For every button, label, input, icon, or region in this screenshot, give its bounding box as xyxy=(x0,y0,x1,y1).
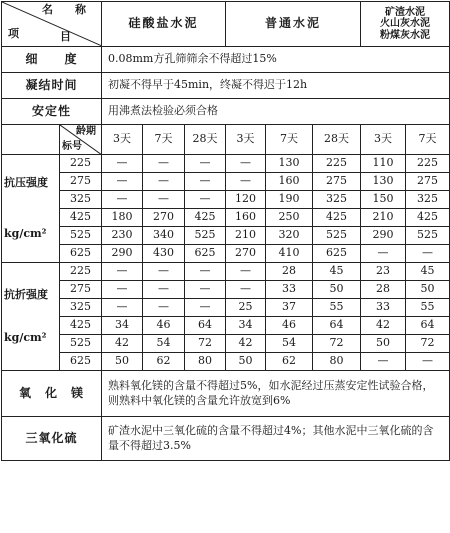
value-cell: — xyxy=(102,155,143,173)
value-cell: — xyxy=(226,173,266,191)
grade-cell: 425 xyxy=(60,317,102,335)
value-cell: 275 xyxy=(313,173,361,191)
value-cell: 72 xyxy=(313,335,361,353)
value-cell: — xyxy=(185,155,226,173)
grade-cell: 225 xyxy=(60,155,102,173)
age-col-8: 7天 xyxy=(406,125,450,155)
value-cell: 80 xyxy=(185,353,226,371)
value-cell: 45 xyxy=(313,263,361,281)
value-cell: 62 xyxy=(266,353,313,371)
soundness-requirement: 用沸煮法检验必须合格 xyxy=(102,99,450,125)
value-cell: 110 xyxy=(361,155,406,173)
value-cell: 55 xyxy=(406,299,450,317)
value-cell: 425 xyxy=(185,209,226,227)
grade-cell: 275 xyxy=(60,281,102,299)
corner-bottom-right-label: 目 xyxy=(60,30,71,43)
grade-cell: 525 xyxy=(60,227,102,245)
value-cell: 410 xyxy=(266,245,313,263)
corner-bottom-left-label: 项 xyxy=(8,27,19,40)
value-cell: 46 xyxy=(266,317,313,335)
value-cell: 130 xyxy=(266,155,313,173)
value-cell: 130 xyxy=(361,173,406,191)
value-cell: 290 xyxy=(361,227,406,245)
grade-cell: 325 xyxy=(60,299,102,317)
value-cell: 525 xyxy=(185,227,226,245)
compressive-label-text: 抗压强度 xyxy=(4,175,48,189)
value-cell: 42 xyxy=(102,335,143,353)
sulfur-trioxide-requirement: 矿渣水泥中三氧化硫的含量不得超过4%；其他水泥中三氧化硫的含量不得超过3.5% xyxy=(102,417,450,461)
value-cell: 28 xyxy=(266,263,313,281)
value-cell: 50 xyxy=(102,353,143,371)
value-cell: 150 xyxy=(361,191,406,209)
grade-cell: 425 xyxy=(60,209,102,227)
age-col-1: 3天 xyxy=(102,125,143,155)
value-cell: 625 xyxy=(313,245,361,263)
value-cell: — xyxy=(361,245,406,263)
value-cell: 55 xyxy=(313,299,361,317)
flexural-label-text: 抗折强度 xyxy=(4,287,48,301)
grade-cell: 625 xyxy=(60,245,102,263)
value-cell: — xyxy=(143,191,185,209)
value-cell: 275 xyxy=(406,173,450,191)
value-cell: — xyxy=(102,191,143,209)
value-cell: 210 xyxy=(361,209,406,227)
value-cell: 210 xyxy=(226,227,266,245)
age-col-5: 7天 xyxy=(266,125,313,155)
value-cell: — xyxy=(143,173,185,191)
value-cell: 72 xyxy=(185,335,226,353)
row-label-soundness: 安定性 xyxy=(2,99,102,125)
value-cell: 325 xyxy=(313,191,361,209)
grade-cell: 275 xyxy=(60,173,102,191)
value-cell: 33 xyxy=(361,299,406,317)
column-header-flyash: 粉煤灰水泥 xyxy=(380,29,431,41)
value-cell: — xyxy=(406,245,450,263)
fineness-requirement: 0.08mm方孔筛筛余不得超过15% xyxy=(102,47,450,73)
value-cell: 34 xyxy=(102,317,143,335)
grade-cell: 625 xyxy=(60,353,102,371)
value-cell: 64 xyxy=(406,317,450,335)
value-cell: 190 xyxy=(266,191,313,209)
value-cell: 23 xyxy=(361,263,406,281)
value-cell: — xyxy=(143,155,185,173)
value-cell: 50 xyxy=(361,335,406,353)
value-cell: — xyxy=(226,281,266,299)
value-cell: 160 xyxy=(226,209,266,227)
value-cell: — xyxy=(226,155,266,173)
value-cell: — xyxy=(361,353,406,371)
value-cell: 270 xyxy=(226,245,266,263)
value-cell: 54 xyxy=(266,335,313,353)
value-cell: 42 xyxy=(226,335,266,353)
value-cell: 50 xyxy=(406,281,450,299)
value-cell: 525 xyxy=(313,227,361,245)
value-cell: 28 xyxy=(361,281,406,299)
value-cell: 50 xyxy=(313,281,361,299)
value-cell: 250 xyxy=(266,209,313,227)
flexural-strength-label xyxy=(2,263,60,371)
value-cell: 62 xyxy=(143,353,185,371)
value-cell: — xyxy=(143,281,185,299)
grade-cell: 225 xyxy=(60,263,102,281)
value-cell: 290 xyxy=(102,245,143,263)
value-cell: 270 xyxy=(143,209,185,227)
value-cell: 120 xyxy=(226,191,266,209)
age-col-2: 7天 xyxy=(143,125,185,155)
value-cell: 225 xyxy=(406,155,450,173)
value-cell: 54 xyxy=(143,335,185,353)
row-label-magnesia: 氧 化 镁 xyxy=(2,371,102,417)
value-cell: 425 xyxy=(313,209,361,227)
flexural-label-unit: kg/cm² xyxy=(4,330,47,344)
age-col-3: 28天 xyxy=(185,125,226,155)
column-header-slag-pozzolan-flyash xyxy=(361,2,450,47)
table-corner-header xyxy=(2,2,102,47)
value-cell: 325 xyxy=(406,191,450,209)
column-header-pozzolan: 火山灰水泥 xyxy=(380,18,431,30)
value-cell: 72 xyxy=(406,335,450,353)
value-cell: 180 xyxy=(102,209,143,227)
value-cell: — xyxy=(226,263,266,281)
value-cell: 64 xyxy=(313,317,361,335)
value-cell: — xyxy=(185,263,226,281)
value-cell: 225 xyxy=(313,155,361,173)
value-cell: 340 xyxy=(143,227,185,245)
column-header-ordinary: 普通水泥 xyxy=(226,2,361,47)
value-cell: 525 xyxy=(406,227,450,245)
value-cell: — xyxy=(102,263,143,281)
age-header-blank xyxy=(2,125,60,155)
value-cell: 430 xyxy=(143,245,185,263)
column-header-slag: 矿渣水泥 xyxy=(385,6,426,18)
value-cell: 625 xyxy=(185,245,226,263)
setting-time-requirement: 初凝不得早于45min，终凝不得迟于12h xyxy=(102,73,450,99)
compressive-strength-label xyxy=(2,155,60,263)
value-cell: — xyxy=(143,299,185,317)
age-label: 龄期 xyxy=(76,126,96,137)
row-label-sulfur-trioxide: 三氧化硫 xyxy=(2,417,102,461)
value-cell: — xyxy=(406,353,450,371)
value-cell: — xyxy=(102,281,143,299)
value-cell: 33 xyxy=(266,281,313,299)
value-cell: 37 xyxy=(266,299,313,317)
age-col-4: 3天 xyxy=(226,125,266,155)
value-cell: — xyxy=(143,263,185,281)
row-label-fineness: 细 度 xyxy=(2,47,102,73)
value-cell: 320 xyxy=(266,227,313,245)
value-cell: 160 xyxy=(266,173,313,191)
grade-cell: 525 xyxy=(60,335,102,353)
corner-top-label: 名 称 xyxy=(42,3,86,16)
value-cell: — xyxy=(185,281,226,299)
value-cell: — xyxy=(102,299,143,317)
magnesia-requirement: 熟料氧化镁的含量不得超过5%，如水泥经过压蒸安定性试验合格，则熟料中氧化镁的含量允许放宽到6% xyxy=(102,371,450,417)
row-label-setting-time: 凝结时间 xyxy=(2,73,102,99)
grade-cell: 325 xyxy=(60,191,102,209)
value-cell: 80 xyxy=(313,353,361,371)
value-cell: 25 xyxy=(226,299,266,317)
value-cell: 34 xyxy=(226,317,266,335)
age-grade-corner xyxy=(60,125,102,155)
age-col-6: 28天 xyxy=(313,125,361,155)
grade-label: 标号 xyxy=(62,141,82,152)
value-cell: 425 xyxy=(406,209,450,227)
value-cell: — xyxy=(102,173,143,191)
value-cell: — xyxy=(185,299,226,317)
cement-standards-table xyxy=(1,1,450,461)
value-cell: 45 xyxy=(406,263,450,281)
value-cell: 50 xyxy=(226,353,266,371)
value-cell: 230 xyxy=(102,227,143,245)
value-cell: — xyxy=(185,173,226,191)
value-cell: 42 xyxy=(361,317,406,335)
column-header-portland: 硅酸盐水泥 xyxy=(102,2,226,47)
compressive-label-unit: kg/cm² xyxy=(4,226,47,240)
value-cell: 46 xyxy=(143,317,185,335)
value-cell: 64 xyxy=(185,317,226,335)
value-cell: — xyxy=(185,191,226,209)
age-col-7: 3天 xyxy=(361,125,406,155)
